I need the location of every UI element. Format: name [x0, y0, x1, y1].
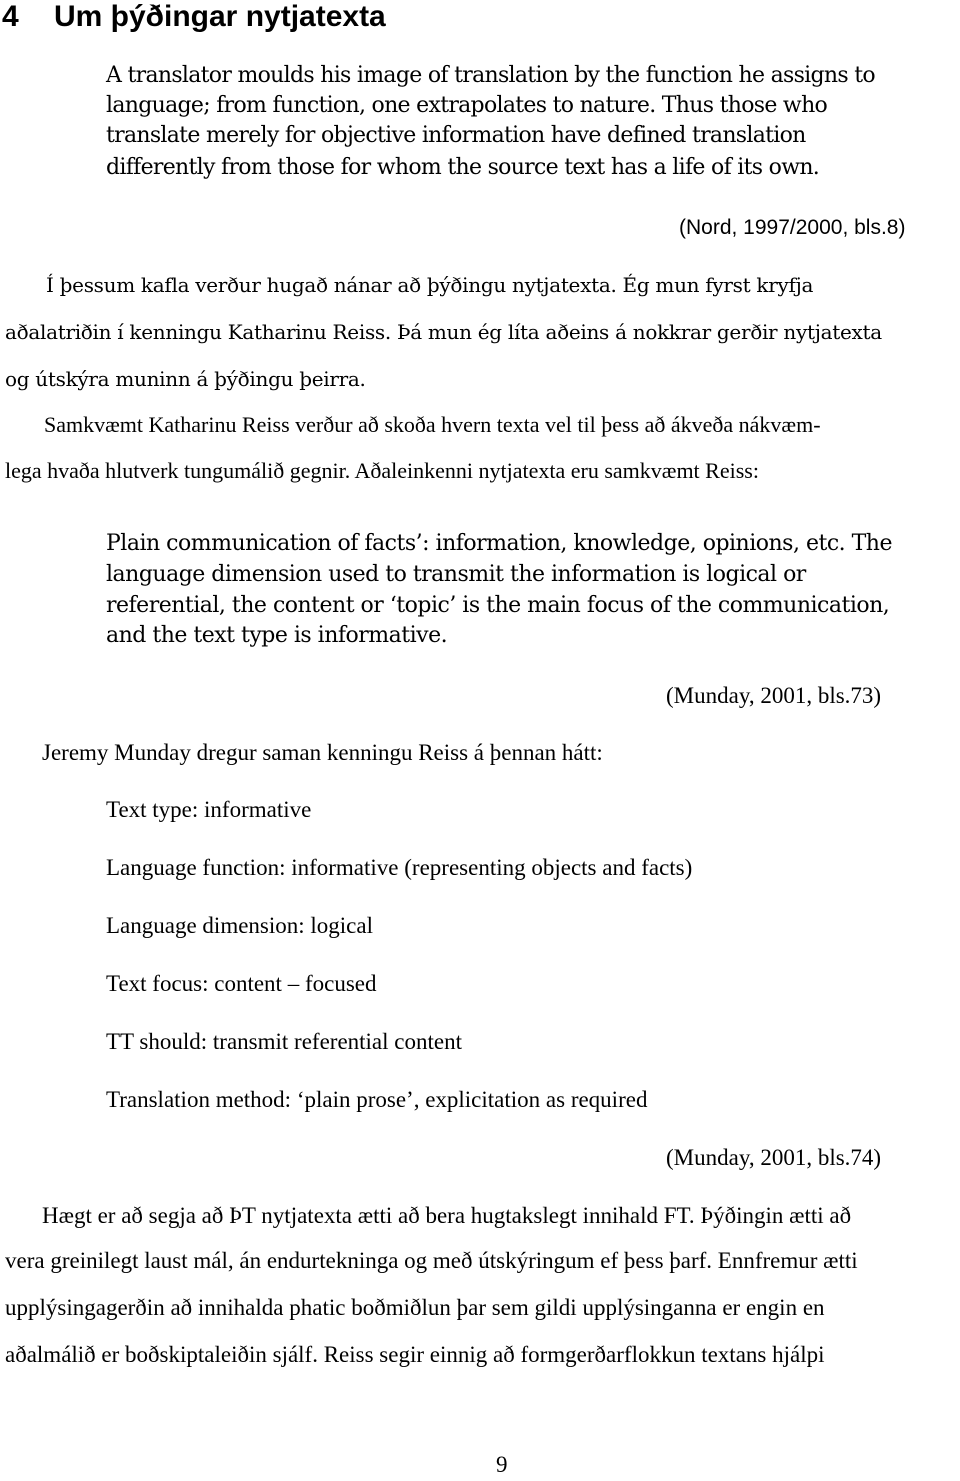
- list-item: Language function: informative (representing objects and facts): [106, 855, 693, 880]
- list-item: Language dimension: logical: [106, 913, 373, 938]
- list-item: Translation method: ‘plain prose’, explicitation as required: [106, 1087, 648, 1112]
- paragraph-line: upplýsingagerðin að innihalda phatic boðmiðlun þar sem gildi upplýsinganna er engin en: [5, 1295, 825, 1320]
- paragraph-line: aðalatriðin í kenningu Katharinu Reiss. Þá mun ég líta aðeins á nokkrar gerðir nytjatexta: [5, 320, 882, 344]
- block-quote-line: Plain communication of facts’: information, knowledge, opinions, etc. The: [106, 531, 892, 556]
- block-quote-line: and the text type is informative.: [106, 623, 448, 648]
- paragraph-line: aðalmálið er boðskiptaleiðin sjálf. Reiss segir einnig að formgerðarflokkun textans hjálpi: [5, 1342, 825, 1367]
- list-item: Text focus: content – focused: [106, 971, 377, 996]
- block-quote-line: referential, the content or ‘topic’ is the main focus of the communication,: [106, 593, 890, 618]
- epigraph-line: differently from those for whom the source text has a life of its own.: [106, 155, 820, 180]
- chapter-heading: [2, 0, 386, 34]
- block-quote-line: language dimension used to transmit the information is logical or: [106, 562, 806, 587]
- chapter-number: 4: [2, 0, 19, 33]
- block-quote-citation: (Munday, 2001, bls.73): [666, 683, 882, 708]
- paragraph-line: Samkvæmt Katharinu Reiss verður að skoða hvern texta vel til þess að ákveða nákvæm-: [44, 412, 821, 437]
- munday-intro: Jeremy Munday dregur saman kenningu Reiss á þennan hátt:: [42, 740, 603, 765]
- paragraph-line: Hægt er að segja að ÞT nytjatexta ætti að bera hugtakslegt innihald FT. Þýðingin ætti að: [42, 1203, 852, 1228]
- summary-citation: (Munday, 2001, bls.74): [666, 1145, 882, 1170]
- paragraph-line: og útskýra muninn á þýðingu þeirra.: [5, 367, 366, 391]
- epigraph-line: language; from function, one extrapolates to nature. Thus those who: [106, 93, 828, 118]
- epigraph-citation: (Nord, 1997/2000, bls.8): [679, 216, 906, 239]
- paragraph-line: vera greinilegt laust mál, án endurtekninga og með útskýringum ef þess þarf. Ennfremur ætti: [5, 1248, 858, 1273]
- paragraph-line: lega hvaða hlutverk tungumálið gegnir. Aðaleinkenni nytjatexta eru samkvæmt Reiss:: [5, 458, 759, 483]
- list-item: Text type: informative: [106, 797, 312, 822]
- paragraph-line: Í þessum kafla verður hugað nánar að þýðingu nytjatexta. Ég mun fyrst kryfja: [46, 273, 814, 297]
- epigraph-line: translate merely for objective information have defined translation: [106, 123, 806, 148]
- page-number: 9: [496, 1452, 508, 1477]
- epigraph-line: A translator moulds his image of translation by the function he assigns to: [106, 63, 875, 88]
- chapter-title: Um þýðingar nytjatexta: [54, 0, 386, 33]
- list-item: TT should: transmit referential content: [106, 1029, 462, 1054]
